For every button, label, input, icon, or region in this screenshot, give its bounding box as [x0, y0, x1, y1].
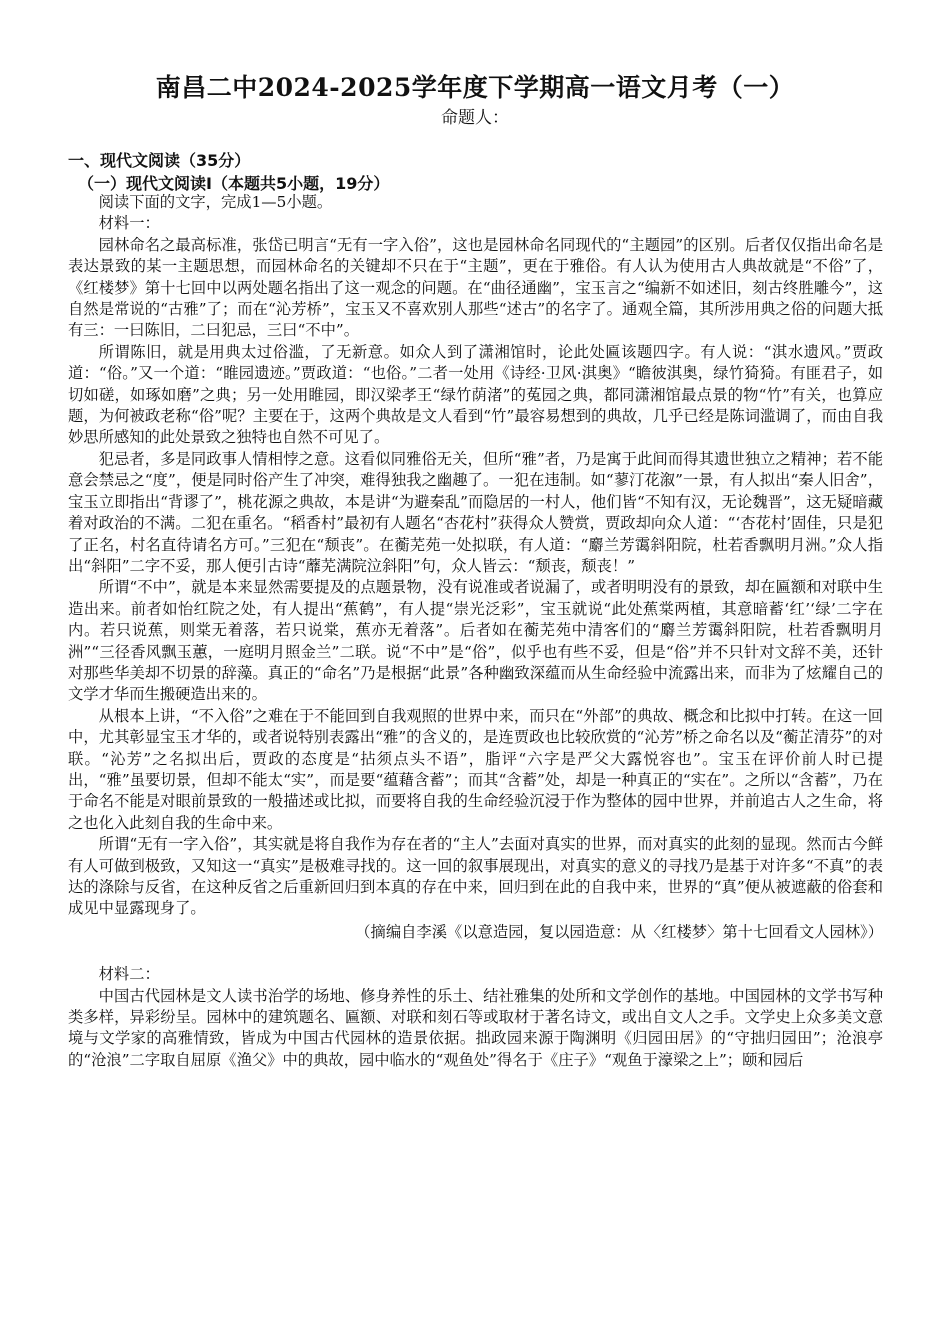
paragraph: 犯忌者，多是同政事人情相悖之意。这看似同雅俗无关，但所“雅”者，乃是寓于此间而得其遗世独立之精神；若不能意会禁忌之“度”，便是同时俗产生了冲突，难得独我之幽趣了。一犯在违制。如“蓼汀花溆”一景，有人拟出“秦人旧舍”，宝玉立即指出“背谬了”，桃花源之典故，本是讲“为避秦乱”而隐居的一村人，他们皆“不知有汉，无论魏晋”，这无疑暗藏着对政治的不满。二犯在重名。“稻香村”最初有人题名“杏花村”获得众人赞赏，贾政却向众人道：“‘杏花村’固佳，只是犯了正名，村名直待请名方可。”三犯在“颓丧”。在蘅芜苑一处拟联，有人道：“麝兰芳霭斜阳院，杜若香飘明月洲。”众人指出“斜阳”二字不妥，那人便引古诗“蘼芜满院泣斜阳”句，众人皆云：“颓丧，颓丧！”	[68, 449, 883, 575]
paragraph: 所谓“无有一字入俗”，其实就是将自我作为存在者的“主人”去面对真实的世界，而对真实的此刻的显现。然而古今鲜有人可做到极致，又知这一“真实”是极难寻找的。这一回的叙事展现出，对真实的意义的寻找乃是基于对许多“不真”的表达的涤除与反省，在这种反省之后重新回归到本真的存在中来，回归到在此的自我中来，世界的“真”便从被遮蔽的俗套和成见中显露现身了。	[68, 835, 883, 918]
subsection-heading: （一）现代文阅读Ⅰ（本题共5小题，19分）	[78, 174, 390, 193]
material-one-label: 材料一：	[98, 214, 160, 233]
reading-body	[68, 192, 883, 1071]
section-heading: 一、现代文阅读（35分）	[68, 151, 251, 170]
author-line: 命题人：	[441, 108, 509, 128]
paragraph: 中国古代园林是文人读书治学的场地、修身养性的乐土、结社雅集的处所和文学创作的基地。中国园林的文学书写种类多样，异彩纷呈。园林中的建筑题名、匾额、对联和刻石等或取材于著名诗文，或出自文人之手。文学史上众多美文意境与文学家的高雅情致，皆成为中国古代园林的造景依据。拙政园来源于陶渊明《归园田居》的“守拙归园田”；沧浪亭的“沧浪”二字取自屈原《渔父》中的典故，园中临水的“观鱼处”得名于《庄子》“观鱼于濠梁之上”；颐和园后	[68, 986, 883, 1069]
instruction: 阅读下面的文字，完成1—5小题。	[98, 193, 333, 211]
source-citation: （摘编自李溪《以意造园，复以园造意：从〈红楼梦〉第十七回看文人园林》）	[355, 922, 883, 941]
exam-title: 南昌二中2024-2025学年度下学期高一语文月考（一）	[155, 73, 795, 102]
paragraph: 所谓陈旧，就是用典太过俗滥，了无新意。如众人到了潇湘馆时，论此处匾该题四字。有人说：“淇水遗风。”贾政道：“俗。”又一个道：“睢园遗迹。”贾政道：“也俗。”二者一处用《诗经·卫风·淇奥》“瞻彼淇奥，绿竹猗猗。有匪君子，如切如磋，如琢如磨”之典；另一处用睢园，即汉梁孝王“绿竹荫渚”的菟园之典，都同潇湘馆最点景的物“竹”有关，也算应题，为何被政老称“俗”呢？主要在于，这两个典故是文人看到“竹”最容易想到的典故，几乎已经是陈词滥调了，而由自我妙思所感知的此处景致之独特也自然不可见了。	[68, 342, 883, 447]
material-two-label: 材料二：	[98, 965, 160, 984]
paragraph: 园林命名之最高标准，张岱已明言“无有一字入俗”，这也是园林命名同现代的“主题园”的区别。后者仅仅指出命名是表达景致的某一主题思想，而园林命名的关键却不只在于“主题”，更在于雅俗。有人认为使用古人典故就是“不俗”了，《红楼梦》第十七回中以两处题名指出了这一观念的问题。在“曲径通幽”，宝玉言之“编新不如述旧，刻古终胜雕今”，这自然是常说的“古雅”了；而在“沁芳桥”，宝玉又不喜欢别人那些“述古”的名字了。通观全篇，其所涉用典之俗的问题大抵有三：一曰陈旧，二曰犯忌，三曰“不中”。	[68, 235, 883, 340]
paragraph: 从根本上讲，“不入俗”之难在于不能回到自我观照的世界中来，而只在“外部”的典故、概念和比拟中打转。在这一回中，尤其彰显宝玉才华的，或者说特别表露出“雅”的含义的，是连贾政也比较欣赏的“沁芳”桥之命名以及“蘅芷清芬”的对联。“沁芳”之名拟出后，贾政的态度是“拈须点头不语”，脂评“六字是严父大露悦容也”。宝玉在评价前人时已提出，“雅”虽要切景，但却不能太“实”，而是要“蕴藉含蓄”；而其“含蓄”处，却是一种真正的“实在”。之所以“含蓄”，乃在于命名不能是对眼前景致的一般描述或比拟，而要将自我的生命经验沉浸于作为整体的园中世界，并前追古人之生命，将之也化入此刻自我的生命中来。	[68, 706, 883, 832]
paragraph: 所谓“不中”，就是本来显然需要提及的点题景物，没有说准或者说漏了，或者明明没有的景致，却在匾额和对联中生造出来。前者如怡红院之处，有人提出“蕉鹤”，有人提“崇光泛彩”，宝玉就说“此处蕉棠两植，其意暗蓄‘红’‘绿’二字在内。若只说蕉，则棠无着落，若只说棠，蕉亦无着落”。后者如在蘅芜苑中清客们的“麝兰芳霭斜阳院，杜若香飘明月洲”“三径香风飘玉蕙，一庭明月照金兰”二联。说“不中”是“俗”，似乎也有些不妥，但是“俗”并不只针对文辞不美，还针对那些华美却不切景的辞藻。真正的“命名”乃是根据“此景”各种幽致深蕴而从生命经验中流露出来，而非为了炫耀自己的文学才华而生搬硬造出来的。	[68, 578, 883, 704]
